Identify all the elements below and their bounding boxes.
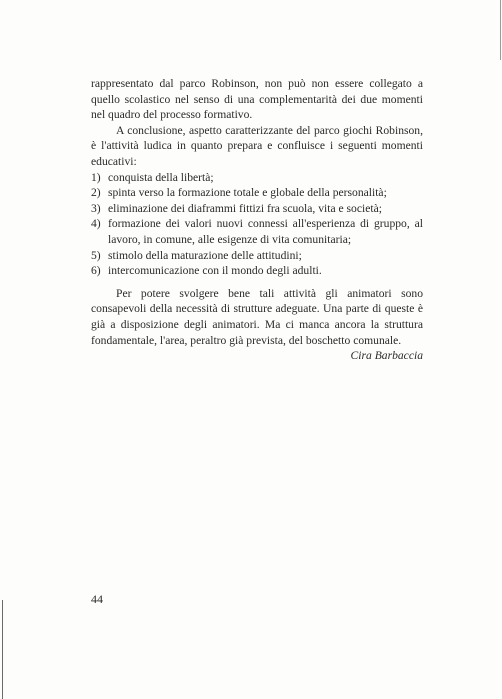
page-number: 44: [91, 592, 103, 606]
scan-edge-line: [2, 600, 3, 699]
list-item: [91, 216, 423, 247]
list-item-text: spinta verso la formazione totale e globale della personalità;: [108, 186, 387, 200]
paragraph-conclusion: A conclusione, aspetto caratterizzante del parco giochi Robinson, è l'attività ludica in quanto prepara e confluisce i seguenti momenti educativi:: [91, 123, 423, 168]
scan-edge-line: [500, 0, 501, 60]
list-item-text: intercomunicazione con il mondo degli adulti.: [108, 264, 322, 278]
list-item-number: 5): [91, 248, 101, 262]
list-item-number: 2): [91, 186, 101, 200]
list-item-number: 6): [91, 264, 101, 278]
list-item: [91, 201, 423, 217]
page-body: [91, 76, 423, 364]
paragraph-continuation: rappresentato dal parco Robinson, non può non essere collegato a quello scolastico nel senso di una complementarità dei due momenti nel quadro del processo formativo.: [91, 77, 423, 122]
list-item-text: conquista della libertà;: [108, 170, 214, 184]
spacer: [91, 279, 423, 286]
author-signature: Cira Barbaccia: [350, 349, 423, 363]
educational-moments-list: [91, 170, 423, 279]
list-item: [91, 185, 423, 201]
list-item: [91, 263, 423, 279]
paragraph-structures: Per potere svolgere bene tali attività gli animatori sono consapevoli della necessità di strutture adeguate. Una parte di queste è già a disposizione degli animatori. Ma ci manca ancora la struttura fondamentale, l'area, peraltro già prevista, del boschetto comunale.: [91, 286, 423, 347]
list-item-number: 4): [91, 217, 101, 231]
list-item: [91, 170, 423, 186]
list-item-text: stimolo della maturazione delle attitudini;: [108, 248, 302, 262]
list-item: [91, 248, 423, 264]
list-item-number: 3): [91, 201, 101, 215]
list-item-text: formazione dei valori nuovi connessi all'esperienza di gruppo, al lavoro, in comune, alle esigenze di vita comunitaria;: [108, 217, 423, 246]
list-item-text: eliminazione dei diaframmi fittizi fra scuola, vita e società;: [108, 201, 382, 215]
list-item-number: 1): [91, 170, 101, 184]
